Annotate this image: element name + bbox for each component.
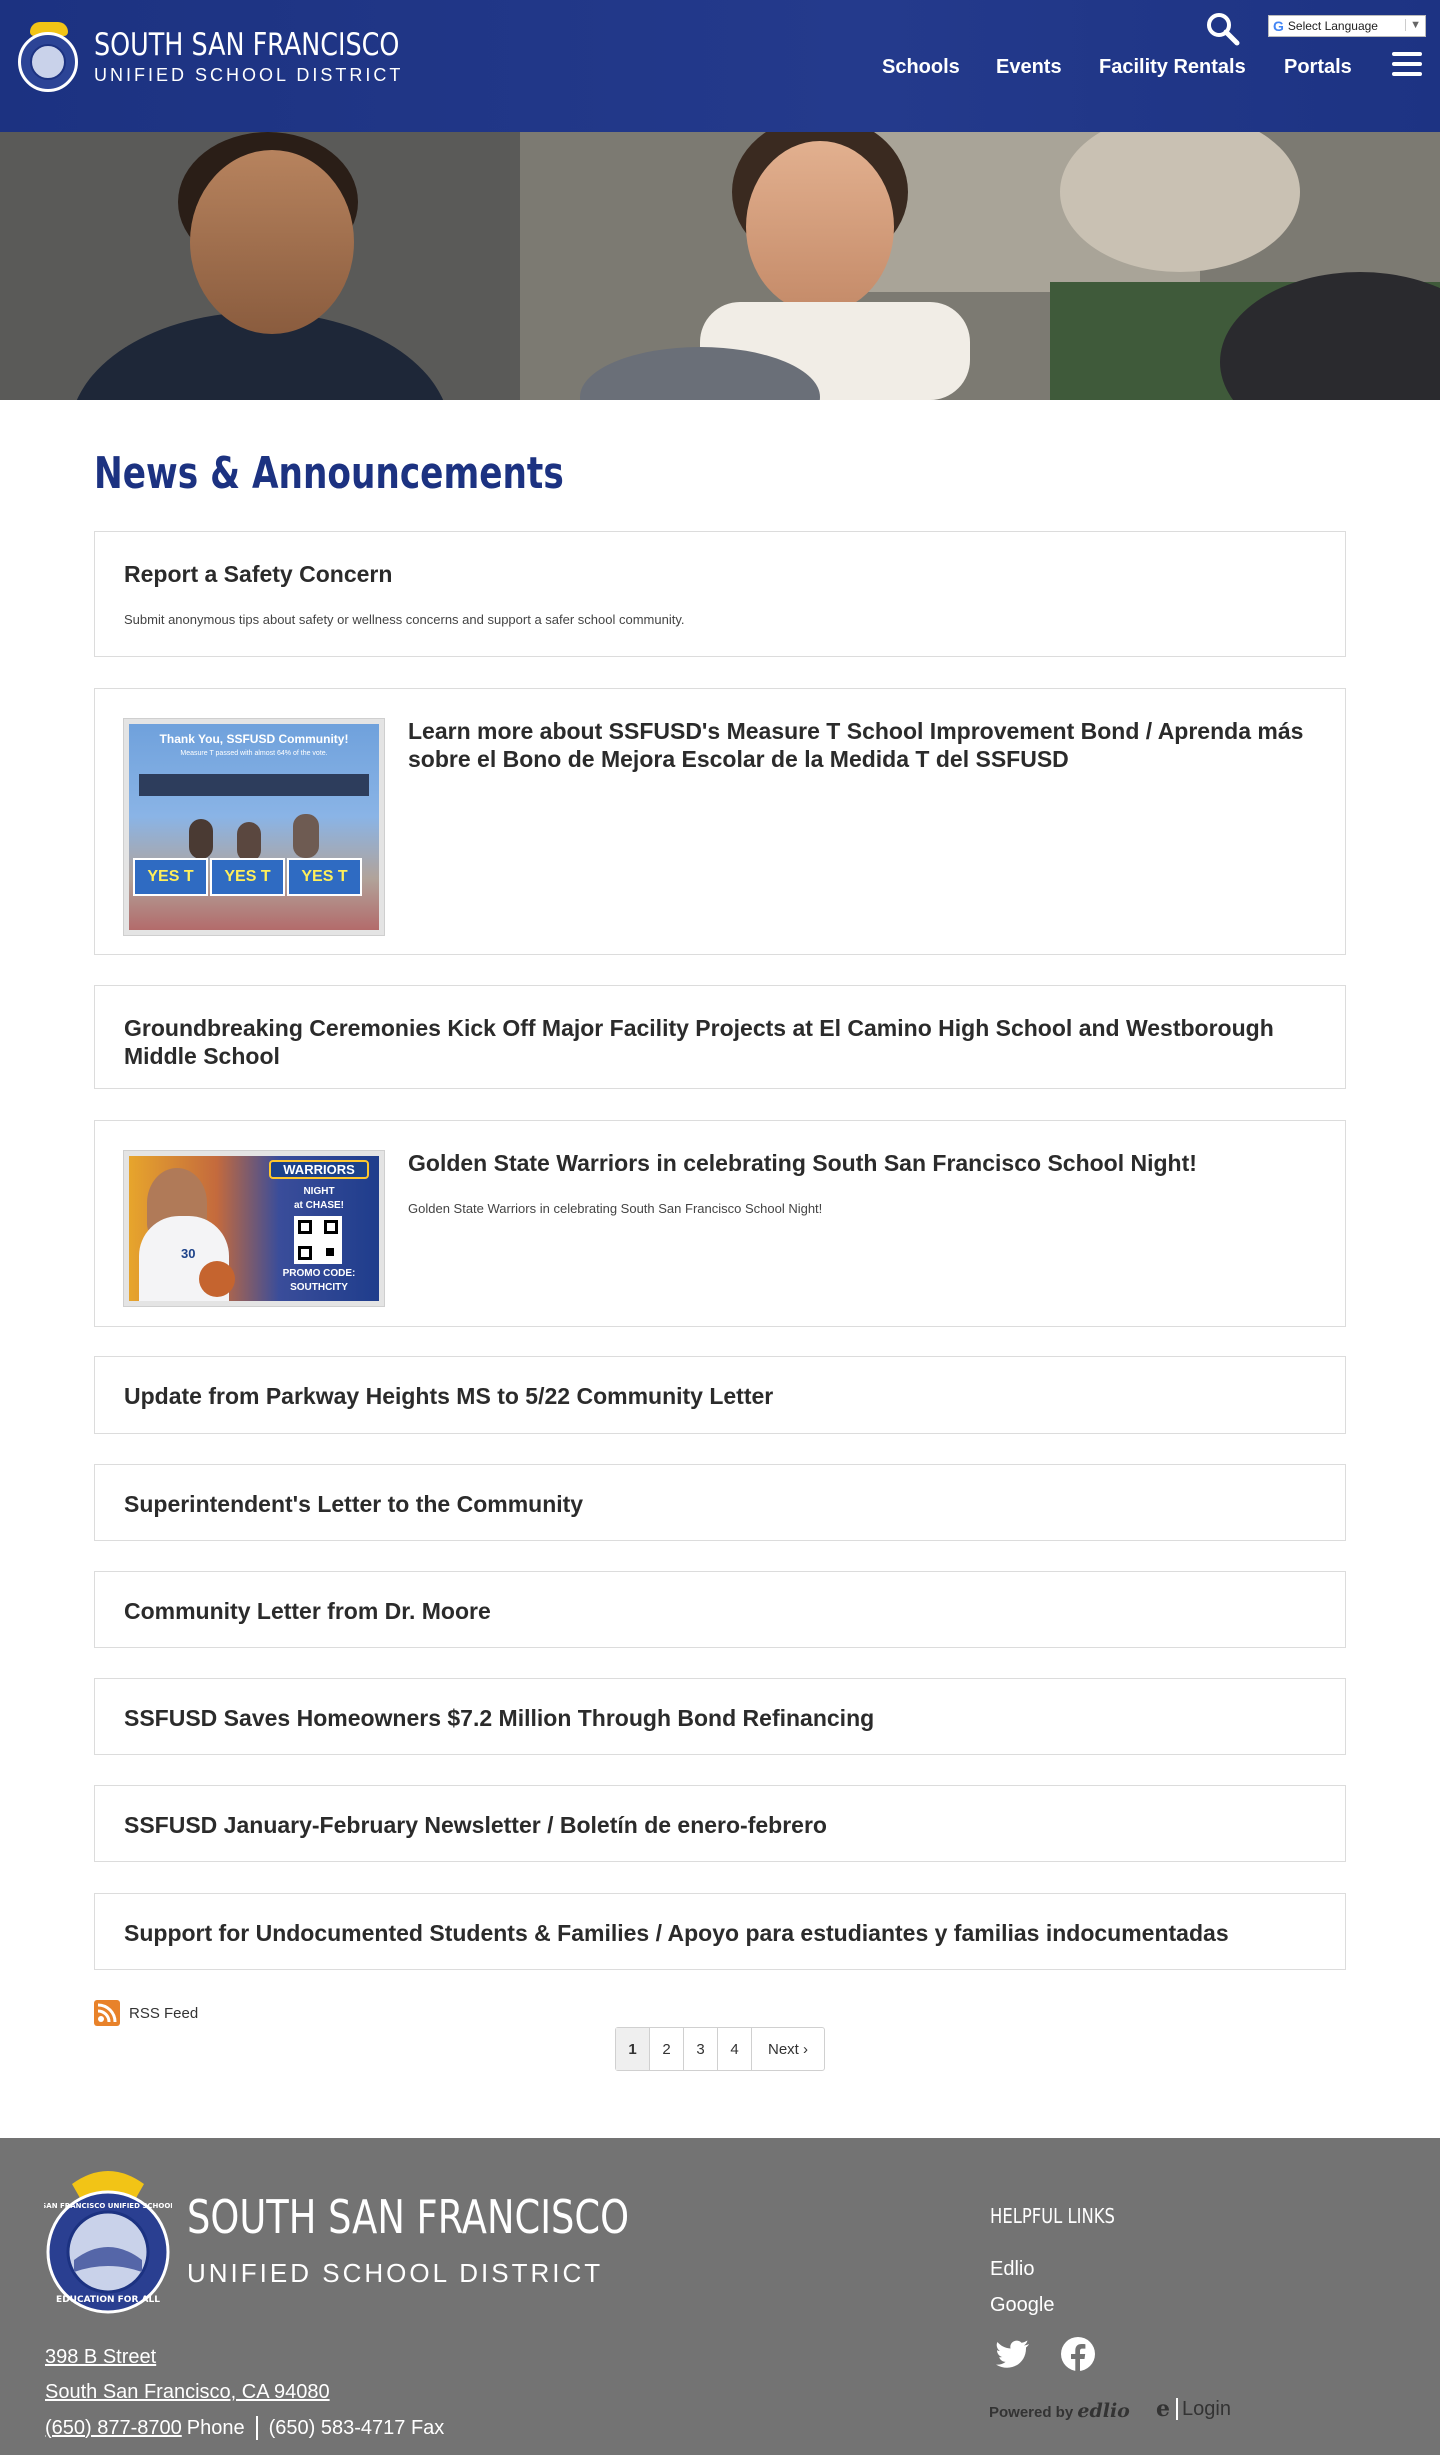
nav-item-facility-rentals[interactable]: Facility Rentals <box>1099 56 1246 78</box>
yes-t-sign: YES T <box>287 858 362 896</box>
news-card <box>94 1893 1346 1970</box>
thumbnail-promo-code: SOUTHCITY <box>290 1282 348 1293</box>
thumbnail-chase: at CHASE! <box>293 1200 344 1211</box>
logo-title: SOUTH SAN FRANCISCO <box>94 27 400 63</box>
facebook-icon[interactable] <box>1060 2336 1096 2372</box>
jersey-number: 30 <box>181 1246 196 1261</box>
news-card-description: Golden State Warriors in celebrating South San Francisco School Night! <box>408 1201 823 1216</box>
google-icon: G <box>1273 18 1284 34</box>
footer-district-subtitle: UNIFIED SCHOOL DISTRICT <box>187 2258 604 2288</box>
news-card <box>94 1678 1346 1755</box>
nav-item-portals[interactable]: Portals <box>1284 56 1352 78</box>
dropdown-arrow-icon: ▼ <box>1405 19 1421 31</box>
page-3-button[interactable]: 3 <box>684 2028 718 2070</box>
twitter-icon[interactable] <box>996 2336 1032 2372</box>
pagination <box>615 2027 825 2071</box>
login-divider <box>1176 2398 1178 2420</box>
news-card-description: Submit anonymous tips about safety or wellness concerns and support a safer school community. <box>124 612 685 627</box>
language-select-label: Select Language <box>1287 19 1378 33</box>
fax-number: (650) 583-4717 Fax <box>268 2416 445 2439</box>
yes-t-sign: YES T <box>210 858 285 896</box>
news-card <box>94 985 1346 1089</box>
login-label: Login <box>1182 2397 1231 2420</box>
page-2-button[interactable]: 2 <box>650 2028 684 2070</box>
news-card-title[interactable]: Superintendent's Letter to the Community <box>124 1491 584 1517</box>
yes-t-sign: YES T <box>133 858 208 896</box>
thumbnail-headline: Thank You, SSFUSD Community! <box>159 732 349 746</box>
page-1-button[interactable]: 1 <box>616 2028 650 2070</box>
news-card-title[interactable]: SSFUSD January-February Newsletter / Boletín de enero-febrero <box>124 1812 827 1838</box>
news-card <box>94 1120 1346 1327</box>
rss-icon <box>94 2000 120 2026</box>
page-4-button[interactable]: 4 <box>718 2028 752 2070</box>
powered-by-label: Powered by <box>989 2404 1074 2421</box>
warriors-logo: WARRIORS <box>269 1160 369 1179</box>
seal-ring-text: SAN FRANCISCO UNIFIED SCHOOL <box>44 2202 172 2210</box>
thumbnail-subline: Measure T passed with almost 64% of the vote. <box>180 750 328 757</box>
news-card-thumbnail[interactable] <box>123 1150 385 1307</box>
language-select[interactable] <box>1268 15 1426 37</box>
news-card-title[interactable]: Update from Parkway Heights MS to 5/22 Community Letter <box>124 1383 774 1409</box>
address-line2-link[interactable]: South San Francisco, CA 94080 <box>45 2381 330 2403</box>
search-icon <box>1206 12 1240 46</box>
news-card-title[interactable]: Learn more about SSFUSD's Measure T School Improvement Bond / Aprenda más sobre el Bono de Mejora Escolar de la Medida T del SSFUSD <box>408 718 1304 772</box>
rss-feed-link[interactable] <box>94 2000 198 2026</box>
seal-motto: EDUCATION FOR ALL <box>56 2295 160 2305</box>
news-card-title[interactable]: Support for Undocumented Students & Families / Apoyo para estudiantes y familias indocumentadas <box>124 1920 1229 1946</box>
qr-code-icon <box>294 1216 342 1264</box>
phone-link[interactable]: (650) 877-8700 <box>45 2416 182 2439</box>
hamburger-icon[interactable] <box>1392 52 1422 80</box>
phone-label: Phone <box>186 2416 245 2439</box>
logo-subtitle: UNIFIED SCHOOL DISTRICT <box>94 65 404 85</box>
footer-district-name: SOUTH SAN FRANCISCO <box>187 2190 630 2244</box>
edlio-logo: edlio <box>1077 2400 1130 2422</box>
divider <box>256 2416 258 2440</box>
district-seal-icon <box>44 2164 172 2316</box>
news-card-title[interactable]: Community Letter from Dr. Moore <box>124 1598 491 1624</box>
rss-feed-label: RSS Feed <box>129 2004 199 2022</box>
search-button[interactable] <box>1206 12 1240 46</box>
news-card-title[interactable]: Golden State Warriors in celebrating South San Francisco School Night! <box>408 1150 1197 1176</box>
nav-item-schools[interactable]: Schools <box>882 56 960 78</box>
page-title: News & Announcements <box>94 448 564 499</box>
login-link[interactable] <box>1156 2396 1231 2422</box>
news-card <box>94 1785 1346 1862</box>
news-card-title[interactable]: Groundbreaking Ceremonies Kick Off Major Facility Projects at El Camino High School and Westborough Middle School <box>124 1015 1274 1069</box>
contact-line <box>45 2416 444 2440</box>
next-page-button[interactable]: Next › <box>767 2040 808 2058</box>
footer-link-edlio[interactable]: Edlio <box>990 2258 1035 2280</box>
edlio-e-icon: e <box>1156 2396 1170 2422</box>
site-header <box>0 0 1440 132</box>
news-card <box>94 1571 1346 1648</box>
thumbnail-promo-label: PROMO CODE: <box>282 1268 356 1279</box>
news-card <box>94 688 1346 955</box>
nav-item-events[interactable]: Events <box>996 56 1062 78</box>
news-card <box>94 531 1346 657</box>
news-card <box>94 1356 1346 1434</box>
news-card-thumbnail[interactable] <box>123 718 385 936</box>
powered-by-edlio[interactable] <box>989 2400 1130 2422</box>
footer-link-google[interactable]: Google <box>990 2294 1055 2316</box>
news-card-title[interactable]: Report a Safety Concern <box>124 561 393 587</box>
news-card <box>94 1464 1346 1541</box>
address-line1-link[interactable]: 398 B Street <box>45 2346 157 2368</box>
helpful-links-title: HELPFUL LINKS <box>990 2204 1115 2228</box>
thumbnail-night: NIGHT <box>303 1186 335 1197</box>
hero-image <box>0 132 1440 400</box>
district-logo[interactable] <box>16 22 466 92</box>
district-seal-icon <box>16 22 80 92</box>
news-card-title[interactable]: SSFUSD Saves Homeowners $7.2 Million Through Bond Refinancing <box>124 1705 875 1731</box>
